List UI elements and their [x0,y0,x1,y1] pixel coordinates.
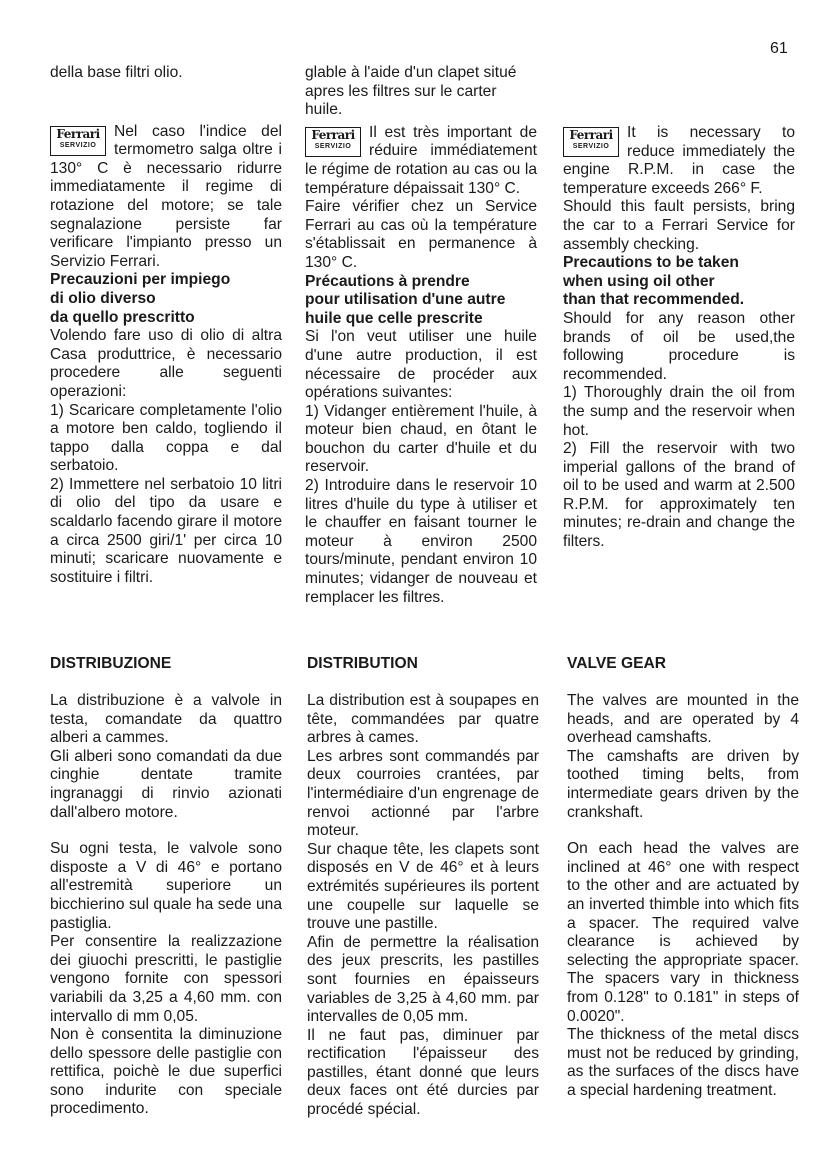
fr-para-4: Afin de permettre la réalisation des jeux prescrits, les pastilles sont fournies en épaisseurs variables de 3,25 à 4,60 mm. par intervalles de 0,05 mm. [307,933,539,1026]
en-para-1: The valves are mounted in the heads, and are operated by 4 overhead camshafts. [567,692,799,747]
en-note: It is necessary to reduce immediately the engine R.P.M. in case the temperature exceeds 266° F. [563,124,795,197]
fr-step-2: 2) Introduire dans le reservoir 10 litres d'huile du type à utiliser et le chauffer en faisant tourner le moteur à environ 2500 tours/minute, pendant environ 10 minutes; vidanger de nouveau et remplacer les filtres. [305,477,537,606]
it-para-5: Non è consentita la diminuzione dello spessore delle pastiglie con rettifica, poichè le due superfici sono indurite con speciale procedimento. [50,1026,282,1118]
en-step-2: 2) Fill the reservoir with two imperial gallons of the brand of oil to be used and warm at 2.500 R.P.M. for approximately ten minutes; re-drain and change the filters. [563,440,795,551]
column-french-valve [307,692,539,1120]
en-para-4: The thickness of the metal discs must not be reduced by grinding, as the surfaces of the discs have a special hardening treatment. [567,1026,799,1099]
en-precaution-title-2: when using oil other [563,272,715,290]
fr-para-1: La distribution est à soupapes en tête, commandées par quatre arbres à cames. [307,692,539,747]
fr-para-5: Il ne faut pas, diminuer par rectification l'épaisseur des pastilles, étant donné que leurs deux faces ont été durcies par procédé spécial. [307,1026,539,1119]
column-english-valve [567,692,799,1100]
ferrari-servizio-logo [563,127,619,157]
en-precaution-title-1: Precautions to be taken [563,254,739,272]
it-para-1: La distribuzione è a valvole in testa, comandate da quattro alberi a cammes. [50,692,282,747]
it-para-3: Su ogni testa, le valvole sono disposte a V di 46° e portano all'estremità superiore un bicchierino sul quale ha sede una pastiglia. [50,840,282,932]
column-italian-valve [50,692,282,1119]
fr-para-2: Les arbres sont commandés par deux courroies crantées, par l'intermédiaire d'un engrenage de renvoi actionné par l'arbre moteur. [307,747,539,840]
en-para-3: On each head the valves are inclined at 46° one with respect to the other and are actuated by an inverted thimble into which fits a spacer. The required valve clearance is achieved by selecting the appropriate spacer. The spacers vary in thickness from 0.128" to 0.181" in steps of 0.0020". [567,840,799,1025]
column-english [563,124,795,552]
ferrari-servizio-logo [305,127,361,157]
fr-intro: glable à l'aide d'un clapet situé apres les filtres sur le carter huile. [305,64,517,119]
it-precaution-body: Volendo fare uso di olio di altra Casa produttrice, è necessario procedere alle seguenti operazioni: [50,327,282,400]
ferrari-logo-text: Ferrari [569,128,613,142]
it-precaution-title-3: da quello prescritto [50,308,195,326]
it-para-2: Gli alberi sono comandati da due cinghie dentate tramite ingranaggi di rinvio azionati dall'albero motore. [50,747,282,821]
en-precaution-body: Should for any reason other brands of oil be used,the following procedure is recommended. [563,309,795,383]
fr-note-2: Faire vérifier chez un Service Ferrari au cas où la température s'établissait en permanence à 130° C. [305,198,537,271]
ferrari-logo-text: Ferrari [56,126,100,141]
fr-para-3: Sur chaque tête, les clapets sont disposés en V de 46° et à leurs extrémités supérieures ils portent une coupelle sur laquelle se trouve une pastille. [307,840,539,933]
it-section-heading: DISTRIBUZIONE [50,655,172,672]
servizio-label: SERVIZIO [59,141,97,149]
servizio-label: SERVIZIO [572,143,610,150]
ferrari-logo-text: Ferrari [311,127,355,142]
it-para-4: Per consentire la realizzazione dei giuochi prescritti, le pastiglie vengono fornite con spessori variabili da 3,25 a 4,60 mm. con intervallo di mm 0,05. [50,933,282,1025]
it-note: Nel caso l'indice del termometro salga oltre i 130° C è necessario ridurre immediatamente il regime di rotazione del motore; se tale segnalazione persiste far verificare l'impianto presso un Servizio Ferrari. [50,122,282,270]
it-step-1: 1) Scaricare completamente l'olio a motore ben caldo, togliendo il tappo dalla coppa e dal serbatoio. [50,401,282,475]
it-step-2: 2) Immettere nel serbatoio 10 litri di olio del tipo da usare e scaldarlo facendo girare il motore a circa 2500 giri/1' per circa 10 minuti; scaricare nuovamente e sostituire i filtri. [50,475,282,586]
servizio-label: SERVIZIO [314,142,352,150]
it-intro: della base filtri olio. [50,64,183,81]
en-precaution-title-3: than that recommended. [563,291,745,309]
fr-precaution-body: Si l'on veut utiliser une huile d'une autre production, il est nécessaire de procéder aux opérations suivantes: [305,328,537,402]
fr-precaution-title-3: huile que celle prescrite [305,309,483,327]
en-step-1: 1) Thoroughly drain the oil from the sump and the reservoir when hot. [563,384,795,439]
column-italian [50,64,282,587]
it-precaution-title-2: di olio diverso [50,289,156,307]
page-number: 61 [770,40,788,57]
fr-note: Il est très important de réduire immédiatement le régime de rotation au cas ou la température dépaissait 130° C. [305,123,537,197]
fr-step-1: 1) Vidanger entièrement l'huile, à moteur bien chaud, en ôtant le bouchon du carter d'huile et du reservoir. [305,402,537,476]
it-precaution-title-1: Precauzioni per impiego [50,271,231,289]
en-note-2: Should this fault persists, bring the car to a Ferrari Service for assembly checking. [563,198,795,253]
fr-precaution-title-1: Précautions à prendre [305,272,470,290]
ferrari-servizio-logo [50,126,106,156]
column-french [305,64,537,607]
fr-precaution-title-2: pour utilisation d'une autre [305,291,506,309]
en-section-heading: VALVE GEAR [567,655,667,672]
fr-section-heading: DISTRIBUTION [307,655,418,672]
en-para-2: The camshafts are driven by toothed timing belts, from intermediate gears driven by the crankshaft. [567,747,799,821]
